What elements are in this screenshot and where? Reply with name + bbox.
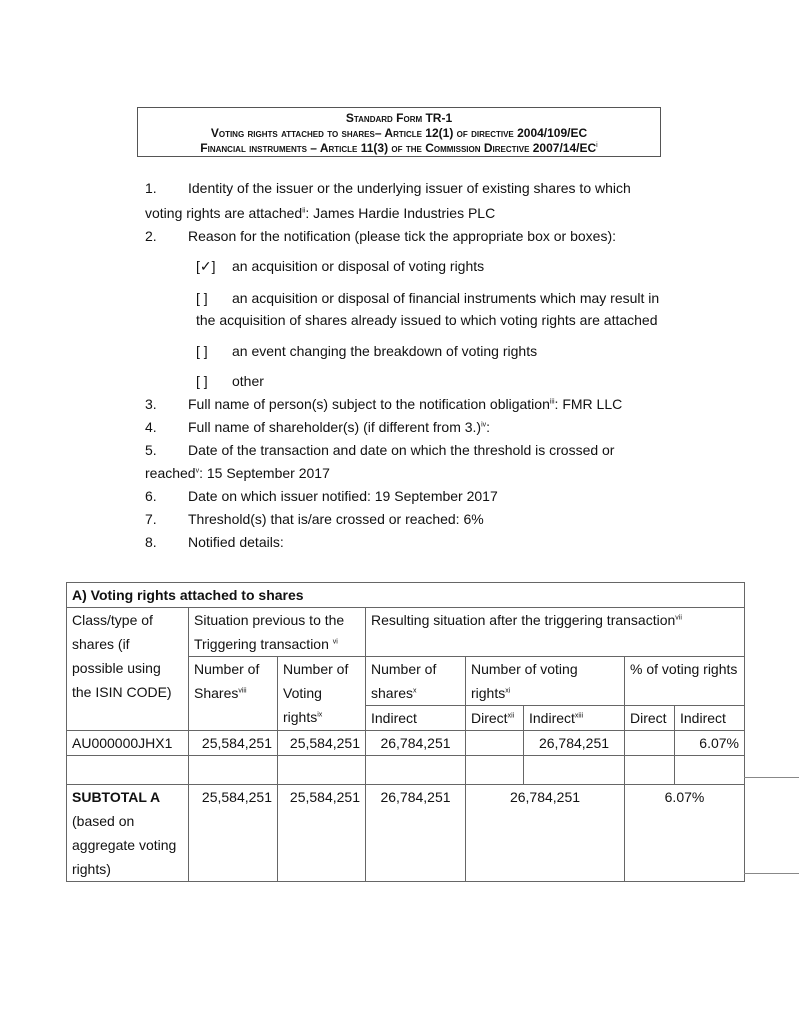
- table-title-row: [67, 583, 745, 608]
- table-header-row-1: [67, 608, 745, 657]
- isin-code: AU000000JHX1: [67, 731, 189, 756]
- item-5: 5. Date of the transaction and date on which the threshold is crossed or: [145, 442, 615, 458]
- header-indirect-percent: Indirect: [675, 706, 745, 731]
- transaction-date: : 15 September 2017: [199, 465, 330, 481]
- form-subtitle-voting-rights: Voting rights attached to shares– Article 12(1) of directive 2004/109/EC: [210, 126, 588, 140]
- item-4: 4. Full name of shareholder(s) (if different from 3.)$^{iv}$:: [145, 419, 491, 435]
- header-direct-voting: Direct$^{xii}$: [466, 706, 524, 731]
- table-extension-line: [744, 873, 799, 874]
- option-financial-instruments-cont: the acquisition of shares already issued to which voting rights are attached: [196, 312, 658, 328]
- table-row-empty: [67, 756, 745, 785]
- checkbox[interactable]: [ ]: [196, 373, 208, 389]
- header-percent-voting-rights: % of voting rights: [625, 657, 745, 706]
- option-financial-instruments[interactable]: [ ] an acquisition or disposal of financial instruments which may result in: [196, 290, 660, 306]
- header-indirect-voting: Indirect$^{xiii}$: [524, 706, 625, 731]
- header-resulting-number-of-shares: Number of shares$^x$: [366, 657, 466, 706]
- form-title: Standard Form TR-1: [345, 111, 453, 125]
- checkbox[interactable]: [ ]: [196, 290, 208, 306]
- item-8: 8. Notified details:: [145, 534, 284, 550]
- footnote-ref: i: [596, 142, 598, 149]
- header-resulting-situation: Resulting situation after the triggering transaction$^{vii}$: [366, 608, 745, 657]
- table-row: AU000000JHX1 25,584,251 25,584,251 26,784,251 26,784,251 6.07%: [67, 731, 745, 756]
- table-title: A) Voting rights attached to shares: [67, 583, 745, 608]
- header-number-of-voting-rights: Number of Voting rights$^{ix}$: [278, 657, 366, 731]
- item-6: 6. Date on which issuer notified: 19 September 2017: [145, 488, 498, 504]
- option-other[interactable]: [ ] other: [196, 373, 264, 389]
- option-acquisition-voting-rights[interactable]: [✓] an acquisition or disposal of voting rights: [196, 258, 485, 274]
- checkbox[interactable]: [ ]: [196, 343, 208, 359]
- item-1: 1. Identity of the issuer or the underlying issuer of existing shares to which: [145, 180, 631, 196]
- subtotal-label: SUBTOTAL A (based on aggregate voting rights): [67, 785, 189, 882]
- voting-rights-table: [66, 582, 745, 882]
- item-3: 3. Full name of person(s) subject to the notification obligation$^{iii}$: FMR LLC: [145, 396, 623, 412]
- header-resulting-voting-rights: Number of voting rights$^{xi}$: [466, 657, 625, 706]
- subtotal-row: SUBTOTAL A (based on aggregate voting rights) 25,584,251 25,584,251 26,784,251 26,784,251 6.07%: [67, 785, 745, 882]
- header-indirect-shares: Indirect: [366, 706, 466, 731]
- form-subtitle-financial-instruments: Financial instruments – Article 11(3) of the Commission Directive $2007/14/EC^i$: [200, 141, 598, 155]
- form-title-box: [137, 107, 661, 157]
- item-2: 2. Reason for the notification (please tick the appropriate box or boxes):: [145, 228, 617, 244]
- checkbox-checked[interactable]: [✓]: [196, 258, 216, 274]
- item-5-cont: reached$^v$: 15 September 2017: [145, 465, 330, 481]
- option-event-breakdown[interactable]: [ ] an event changing the breakdown of voting rights: [196, 343, 538, 359]
- header-direct-percent: Direct: [625, 706, 675, 731]
- table-extension-line: [744, 777, 799, 778]
- item-1-cont: voting rights are attached$^{ii}$: James Hardie Industries PLC: [145, 205, 496, 221]
- header-class-type: Class/type of shares (if possible using the ISIN CODE): [67, 608, 189, 731]
- notifier-name: : FMR LLC: [554, 396, 623, 412]
- issuer-name: : James Hardie Industries PLC: [305, 205, 496, 221]
- header-previous-situation: Situation previous to the Triggering transaction $^{vi}$: [189, 608, 366, 657]
- item-7: 7. Threshold(s) that is/are crossed or reached: 6%: [145, 511, 484, 527]
- header-number-of-shares: Number of Shares$^{viii}$: [189, 657, 278, 731]
